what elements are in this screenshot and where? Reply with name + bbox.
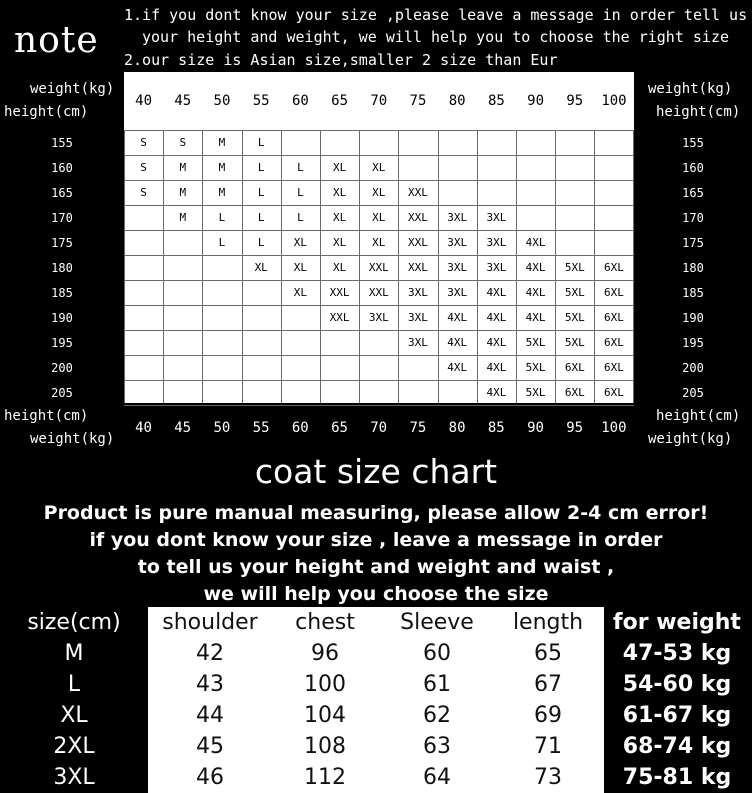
size-cell: 6XL	[564, 386, 585, 399]
size-cell: XL	[332, 236, 347, 249]
coat-data-cell: 68-74 kg	[622, 734, 732, 759]
size-cell: S	[140, 186, 147, 199]
coat-data-cell: 96	[311, 641, 339, 666]
size-cell: 3XL	[408, 311, 428, 324]
weight-header: 65	[331, 93, 349, 109]
size-cell: L	[257, 236, 265, 249]
size-cell: 3XL	[447, 211, 468, 224]
size-cell: 3XL	[486, 236, 507, 249]
size-cell: M	[218, 161, 226, 174]
size-cell: S	[140, 161, 147, 174]
size-cell: 4XL	[486, 361, 507, 374]
coat-data-cell: XL	[60, 703, 88, 728]
size-cell: 4XL	[447, 336, 468, 349]
size-cell: 5XL	[564, 336, 585, 349]
size-cell: XL	[332, 261, 347, 274]
size-grid	[124, 72, 634, 403]
size-cell: 4XL	[525, 261, 546, 274]
coat-header-cell: size(cm)	[27, 610, 121, 635]
left-weight-label: weight(kg)	[30, 81, 115, 97]
note-line-3: 2.our size is Asian size,smaller 2 size than Eur	[124, 51, 558, 69]
right-height-value: 205	[682, 386, 704, 400]
size-cell: 3XL	[408, 336, 428, 349]
coat-data-cell: 63	[423, 734, 451, 759]
size-cell: L	[257, 161, 265, 174]
size-cell: XL	[372, 211, 386, 224]
size-cell: XL	[293, 236, 308, 249]
size-cell: XL	[372, 236, 386, 249]
coat-data-cell: 61-67 kg	[622, 703, 732, 728]
bottom-weight-value: 70	[370, 420, 388, 436]
size-cell: 6XL	[564, 361, 585, 374]
size-cell: XL	[372, 161, 386, 174]
grid-hline	[124, 405, 634, 406]
size-cell: XXL	[368, 286, 389, 299]
bottom-weight-value: 80	[448, 420, 466, 436]
left-height-value: 155	[51, 136, 73, 150]
size-cell: L	[257, 136, 265, 149]
left-height-value: 160	[51, 161, 73, 175]
size-cell: 3XL	[447, 236, 468, 249]
size-cell: 4XL	[525, 286, 546, 299]
size-cell: L	[297, 211, 304, 224]
size-cell: 5XL	[525, 386, 546, 399]
right-height-value: 170	[682, 211, 704, 225]
coat-data-cell: 112	[304, 765, 346, 790]
coat-note-line-4: we will help you choose the size	[203, 583, 549, 605]
size-cell: 4XL	[486, 311, 507, 324]
size-cell: 3XL	[486, 261, 507, 274]
coat-data-cell: 61	[423, 672, 451, 697]
size-cell: 3XL	[408, 286, 428, 299]
size-cell: M	[218, 186, 226, 199]
coat-data-cell: 62	[423, 703, 451, 728]
size-cell: XL	[332, 186, 347, 199]
left-height-value: 190	[51, 311, 73, 325]
bottom-right-weight-label: weight(kg)	[648, 431, 733, 447]
bottom-weight-value: 50	[213, 420, 231, 436]
right-height-value: 200	[682, 361, 704, 375]
size-cell: XXL	[408, 211, 428, 224]
size-cell: XXL	[329, 286, 350, 299]
size-cell: 5XL	[525, 361, 546, 374]
size-cell: S	[140, 136, 147, 149]
coat-header-cell: Sleeve	[400, 610, 474, 635]
coat-header-cell: shoulder	[162, 610, 258, 635]
size-cell: 4XL	[525, 236, 546, 249]
size-cell: L	[297, 161, 304, 174]
coat-data-cell: 104	[304, 703, 346, 728]
bottom-left-weight-label: weight(kg)	[30, 431, 115, 447]
bottom-weight-value: 65	[331, 420, 348, 436]
note-line-1: 1.if you dont know your size ,please leave a message in order tell us	[124, 6, 748, 24]
left-height-value: 175	[51, 236, 73, 250]
coat-note-line-1: Product is pure manual measuring, please allow 2-4 cm error!	[43, 502, 709, 524]
bottom-weight-value: 40	[135, 420, 152, 436]
size-cell: 4XL	[486, 286, 507, 299]
coat-data-cell: 46	[196, 765, 224, 790]
size-cell: 5XL	[564, 286, 585, 299]
bottom-weight-value: 90	[527, 420, 544, 436]
size-cell: XXL	[408, 261, 428, 274]
size-cell: XXL	[408, 236, 428, 249]
size-cell: XL	[372, 186, 386, 199]
coat-data-cell: 73	[534, 765, 562, 790]
size-cell: 3XL	[368, 311, 389, 324]
weight-header: 50	[213, 93, 231, 109]
bottom-left-height-label: height(cm)	[4, 408, 89, 424]
size-cell: 4XL	[486, 386, 507, 399]
coat-data-cell: 65	[534, 641, 562, 666]
coat-header-cell: chest	[295, 610, 355, 635]
size-cell: M	[179, 211, 187, 224]
size-cell: 6XL	[604, 261, 624, 274]
coat-data-cell: 67	[534, 672, 562, 697]
bottom-weight-value: 95	[566, 420, 584, 436]
coat-header-cell: for weight	[613, 610, 741, 635]
coat-data-cell: 43	[196, 672, 224, 697]
left-height-label: height(cm)	[4, 104, 89, 120]
size-cell: 5XL	[564, 261, 585, 274]
weight-header: 80	[448, 93, 466, 109]
right-height-value: 190	[682, 311, 704, 325]
left-height-value: 185	[51, 286, 73, 300]
coat-note-line-2: if you dont know your size , leave a message in order	[89, 529, 663, 551]
right-height-label: height(cm)	[656, 104, 741, 120]
coat-note-line-3: to tell us your height and weight and waist ,	[137, 556, 615, 578]
weight-header: 45	[174, 93, 192, 109]
size-cell: 6XL	[604, 361, 624, 374]
weight-header: 60	[291, 93, 309, 109]
size-cell: M	[218, 136, 226, 149]
size-cell: XL	[332, 161, 347, 174]
size-cell: 4XL	[447, 361, 468, 374]
weight-header: 85	[487, 93, 505, 109]
size-cell: L	[297, 186, 304, 199]
coat-data-cell: 44	[196, 703, 224, 728]
size-cell: L	[218, 236, 226, 249]
size-cell: L	[257, 211, 265, 224]
coat-data-cell: 47-53 kg	[622, 641, 732, 666]
size-cell: 6XL	[604, 386, 624, 399]
coat-data-cell: 69	[534, 703, 562, 728]
size-cell: L	[218, 211, 226, 224]
size-cell: XXL	[329, 311, 350, 324]
left-height-value: 195	[51, 336, 73, 350]
coat-header-cell: length	[512, 610, 584, 635]
size-cell: XL	[293, 286, 308, 299]
size-cell: XL	[293, 261, 308, 274]
coat-data-cell: 60	[423, 641, 451, 666]
coat-data-cell: 54-60 kg	[622, 672, 732, 697]
left-height-value: 180	[51, 261, 73, 275]
size-cell: 6XL	[604, 311, 624, 324]
size-cell: 3XL	[447, 286, 468, 299]
coat-data-cell: 3XL	[53, 765, 95, 790]
weight-header: 75	[409, 93, 427, 109]
left-height-value: 165	[51, 186, 73, 200]
weight-header: 55	[252, 93, 270, 109]
coat-data-cell: M	[64, 641, 84, 666]
size-cell: XXL	[408, 186, 428, 199]
size-cell: 4XL	[447, 311, 468, 324]
coat-data-cell: 64	[423, 765, 451, 790]
right-weight-label: weight(kg)	[648, 81, 733, 97]
note-line-2: your height and weight, we will help you to choose the right size	[142, 28, 729, 46]
size-cell: M	[179, 161, 187, 174]
right-height-value: 185	[682, 286, 704, 300]
coat-data-cell: 100	[304, 672, 346, 697]
bottom-right-height-label: height(cm)	[656, 408, 741, 424]
coat-data-cell: 2XL	[53, 734, 95, 759]
left-height-value: 170	[51, 211, 73, 225]
size-cell: 6XL	[604, 336, 624, 349]
coat-size-chart-title: coat size chart	[254, 452, 498, 491]
size-cell: L	[257, 186, 265, 199]
size-cell: 6XL	[604, 286, 624, 299]
size-cell: XL	[332, 211, 347, 224]
weight-header: 100	[601, 93, 627, 109]
size-cell: 3XL	[486, 211, 507, 224]
bottom-weight-value: 55	[252, 420, 270, 436]
size-cell: 5XL	[564, 311, 585, 324]
coat-data-cell: L	[67, 672, 81, 697]
size-cell: 4XL	[486, 336, 507, 349]
right-height-value: 180	[682, 261, 704, 275]
right-height-value: 175	[682, 236, 704, 250]
bottom-weight-value: 45	[174, 420, 192, 436]
size-cell: M	[179, 186, 187, 199]
weight-header: 95	[566, 93, 584, 109]
size-cell: 5XL	[525, 336, 546, 349]
right-height-value: 155	[682, 136, 704, 150]
weight-header: 40	[135, 93, 153, 109]
coat-data-cell: 45	[196, 734, 224, 759]
right-height-value: 165	[682, 186, 704, 200]
size-cell: 3XL	[447, 261, 468, 274]
coat-data-cell: 71	[534, 734, 562, 759]
coat-data-cell: 108	[304, 734, 346, 759]
size-cell: XXL	[368, 261, 389, 274]
right-height-value: 195	[682, 336, 704, 350]
weight-header: 90	[527, 93, 545, 109]
note-heading: note	[14, 20, 99, 61]
left-height-value: 200	[51, 361, 73, 375]
size-cell: S	[179, 136, 187, 149]
size-cell: XL	[254, 261, 268, 274]
weight-header: 70	[370, 93, 388, 109]
left-height-value: 205	[51, 386, 73, 400]
size-cell: 4XL	[525, 311, 546, 324]
coat-data-cell: 75-81 kg	[622, 765, 732, 790]
bottom-weight-value: 100	[601, 420, 627, 436]
coat-data-cell: 42	[196, 641, 224, 666]
bottom-weight-value: 60	[291, 420, 309, 436]
bottom-weight-value: 75	[409, 420, 427, 436]
bottom-weight-value: 85	[487, 420, 505, 436]
right-height-value: 160	[682, 161, 704, 175]
